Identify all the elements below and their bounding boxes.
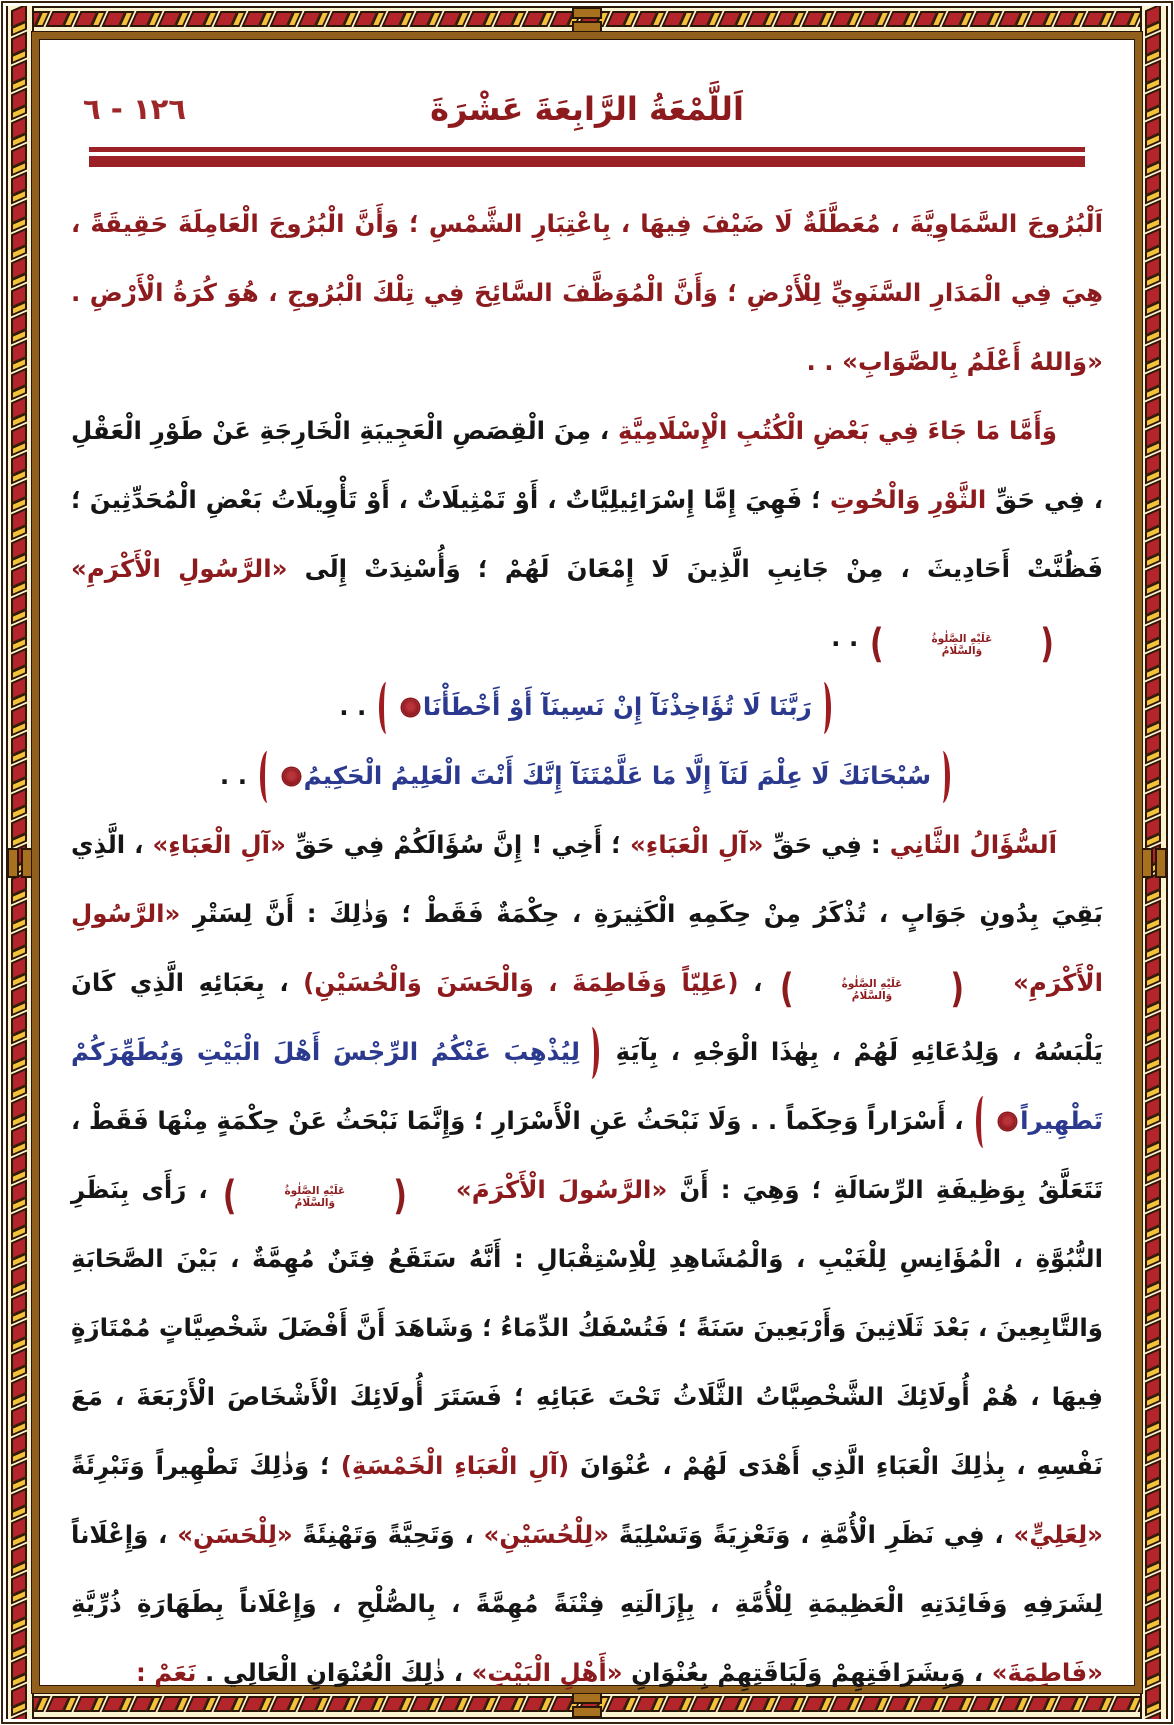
- chain-link-ornament: [272, 8, 300, 32]
- text-segment: ، ذٰلِكَ الْعُنْوَانِ الْعَالِي .: [196, 1658, 472, 1687]
- chain-link-ornament: [1142, 874, 1166, 902]
- chain-link-ornament: [8, 818, 32, 846]
- chain-link-ornament: [8, 1574, 32, 1602]
- verse-bracket-close-icon: [379, 682, 394, 734]
- ayah-rosette-icon: [283, 768, 300, 785]
- chain-link-ornament: [8, 314, 32, 342]
- header-divider-thin-line: [89, 147, 1085, 152]
- chain-link-ornament: [1142, 1602, 1166, 1630]
- chain-link-ornament: [1112, 1693, 1140, 1717]
- chain-link-ornament: [1142, 342, 1166, 370]
- chain-link-ornament: [8, 930, 32, 958]
- chain-link-ornament: [1142, 34, 1166, 62]
- chain-link-ornament: [1142, 678, 1166, 706]
- chain-link-ornament: [8, 174, 32, 202]
- chain-link-ornament: [1142, 1042, 1166, 1070]
- chain-link-ornament: [1142, 986, 1166, 1014]
- chain-link-ornament: [1142, 1238, 1166, 1266]
- chain-link-ornament: [8, 482, 32, 510]
- header-divider: [89, 147, 1085, 167]
- chain-link-ornament: [8, 90, 32, 118]
- chain-link-ornament: [8, 398, 32, 426]
- chain-link-ornament: [1142, 1658, 1166, 1686]
- text-segment: «الرَّسُولَ الْأَكْرَمَ»: [455, 1175, 668, 1204]
- stamp-paren: (: [950, 965, 965, 1013]
- chain-link-ornament: [8, 202, 32, 230]
- chain-link-ornament: [664, 8, 692, 32]
- chain-link-ornament: [1142, 1070, 1166, 1098]
- chain-link-ornament: [1142, 258, 1166, 286]
- chain-link-ornament: [8, 1182, 32, 1210]
- chain-link-ornament: [1142, 314, 1166, 342]
- stamp-line: وَالسَّلَامُ: [294, 1197, 336, 1209]
- text-segment: ؛ فَهِيَ إِمَّا إِسْرَائِيلِيَّاتٌ ، أَوْ تَمْثِيلَاتٌ ، أَوْ تَأْوِيلَاتُ بَعْضِ الْمُحَدِّثِينَ ؛ فَظُنَّتْ أَحَادِيثَ ، مِنْ جَانِبِ الَّذِينَ لَا إِمْعَانَ لَهُمْ ؛ وَأُسْنِدَتْ إِلَى: [71, 485, 1104, 583]
- chain-link-ornament: [1142, 1182, 1166, 1210]
- chain-link-ornament: [328, 8, 356, 32]
- text-segment: «لِلْحُسَيْنِ»: [483, 1520, 610, 1549]
- body-text: [71, 189, 1103, 1707]
- stamp-paren: ): [779, 965, 794, 1013]
- text-segment: ، فِي نَظَرِ الْأُمَّةِ ، وَتَعْزِيَةً وَتَسْلِيَةً: [609, 1520, 1014, 1549]
- chain-link-ornament: [1142, 1210, 1166, 1238]
- chain-link-ornament: [440, 8, 468, 32]
- text-segment: (آلِ الْعَبَاءِ الْخَمْسَةِ): [340, 1451, 570, 1480]
- chain-link-ornament: [8, 6, 32, 34]
- chain-link-ornament: [1112, 8, 1140, 32]
- chain-link-ornament: [1142, 510, 1166, 538]
- ayah-rosette-icon: [402, 699, 419, 716]
- chain-link-ornament: [8, 1210, 32, 1238]
- chain-link-ornament: [888, 8, 916, 32]
- chain-link-ornament: [8, 846, 32, 874]
- chain-link-ornament: [8, 1154, 32, 1182]
- chain-link-ornament: [8, 874, 32, 902]
- verse-rabbana: [71, 672, 1103, 741]
- chain-link-ornament: [8, 566, 32, 594]
- chain-link-ornament: [1142, 1434, 1166, 1462]
- chain-link-ornament: [1142, 902, 1166, 930]
- ornamental-border-top: [6, 6, 1168, 34]
- page-number: ١٢٦ - ٦: [83, 92, 187, 126]
- chain-link-ornament: [356, 8, 384, 32]
- chain-link-ornament: [1142, 1322, 1166, 1350]
- chain-link-ornament: [8, 454, 32, 482]
- chain-link-ornament: [8, 1434, 32, 1462]
- chain-link-ornament: [8, 1630, 32, 1658]
- text-segment: ، بِعَبَائِهِ الَّذِي كَانَ يَلْبَسُهُ ، وَلِدُعَائِهِ لَهُمْ ، بِهٰذَا الْوَجْهِ ، بِآيَةِ: [71, 968, 1103, 1066]
- honorific-stamp-icon: [222, 1172, 453, 1220]
- chain-link-ornament: [1084, 8, 1112, 32]
- text-segment: لِيُذْهِبَ عَنْكُمُ الرِّجْسَ أَهْلَ الْبَيْتِ وَيُطَهِّرَكُمْ تَطْهِيراً: [71, 1037, 1103, 1135]
- chain-link-ornament: [8, 650, 32, 678]
- chain-link-ornament: [692, 8, 720, 32]
- chain-link-ornament: [8, 678, 32, 706]
- text-segment: نَعَمْ :: [135, 1658, 197, 1687]
- chain-link-ornament: [48, 8, 76, 32]
- text-segment: ،: [738, 968, 777, 997]
- chain-link-ornament: [8, 1126, 32, 1154]
- text-segment: «الرَّسُولِ الْأَكْرَمِ»: [71, 554, 288, 583]
- chain-link-ornament: [1142, 1154, 1166, 1182]
- chain-link-ornament: [1142, 818, 1166, 846]
- text-segment: «آلِ الْعَبَاءِ»: [629, 830, 764, 859]
- chain-link-ornament: [720, 8, 748, 32]
- chain-link-ornament: [8, 1518, 32, 1546]
- chain-link-ornament: [8, 146, 32, 174]
- text-segment: ؛ أَخِي ! إِنَّ سُؤَالَكُمْ فِي حَقِّ: [285, 830, 630, 859]
- chain-link-ornament: [8, 1406, 32, 1434]
- text-segment: «فَاطِمَةَ»: [991, 1658, 1103, 1687]
- stamp-line: عَلَيْهِ الصَّلٰوةُ: [841, 978, 903, 990]
- text-segment: ، وَبِشَرَافَتِهِمْ وَلَيَاقَتِهِمْ بِعُنْوَانِ: [622, 1658, 992, 1687]
- page-content: [41, 41, 1133, 1687]
- chain-link-ornament: [1142, 62, 1166, 90]
- chain-link-ornament: [8, 790, 32, 818]
- chain-link-ornament: [216, 8, 244, 32]
- chain-link-ornament: [8, 118, 32, 146]
- chain-link-ornament: [1142, 1098, 1166, 1126]
- chain-link-ornament: [160, 8, 188, 32]
- ornamental-border-right: [1140, 6, 1168, 1719]
- chain-link-ornament: [1028, 8, 1056, 32]
- text-segment: رَبَّنَا لَا تُؤَاخِذْنَآ إِنْ نَسِينَآ أَوْ أَخْطَأْنَا: [422, 692, 812, 721]
- chain-link-ornament: [1142, 1406, 1166, 1434]
- chain-link-ornament: [1142, 762, 1166, 790]
- chain-link-ornament: [1142, 230, 1166, 258]
- chain-link-ornament: [8, 1322, 32, 1350]
- chain-link-ornament: [1142, 958, 1166, 986]
- chain-link-ornament: [8, 1042, 32, 1070]
- chain-link-ornament: [1142, 202, 1166, 230]
- chain-link-ornament: [8, 34, 32, 62]
- chain-link-ornament: [804, 8, 832, 32]
- chain-link-ornament: [1142, 1714, 1166, 1719]
- paragraph-buruj: [71, 189, 1103, 396]
- chain-link-ornament: [1142, 1378, 1166, 1406]
- chain-link-ornament: [1142, 6, 1166, 34]
- chain-link-ornament: [608, 8, 636, 32]
- chain-link-ornament: [748, 8, 776, 32]
- chain-link-ornament: [1142, 370, 1166, 398]
- chain-link-ornament: [8, 1098, 32, 1126]
- chain-link-ornament: [944, 8, 972, 32]
- chain-link-ornament: [8, 1462, 32, 1490]
- chain-link-ornament: [1142, 1546, 1166, 1574]
- text-segment: اَلسُّؤَالُ الثَّانِي: [889, 830, 1057, 859]
- text-segment: ، الَّذِي بَقِيَ بِدُونِ جَوَابٍ ، تُذْكَرُ مِنْ حِكَمِهِ الْكَثِيرَةِ ، حِكْمَةٌ فَقَطْ ؛ وَذٰلِكَ : أَنَّ لِسَتْرِ: [71, 830, 1103, 928]
- verse-bracket-close-icon: [260, 751, 275, 803]
- verse-subhanaka: [71, 741, 1103, 810]
- chain-link-ornament: [1142, 1266, 1166, 1294]
- chain-link-ornament: [8, 286, 32, 314]
- text-segment: «آلِ الْعَبَاءِ»: [152, 830, 286, 859]
- chain-link-ornament: [1142, 930, 1166, 958]
- stamp-paren: (: [1040, 620, 1054, 668]
- honorific-stamp-icon: [869, 620, 1100, 668]
- chain-link-ornament: [384, 8, 412, 32]
- chain-link-ornament: [636, 8, 664, 32]
- chain-link-ornament: [8, 538, 32, 566]
- text-segment: «أَهْلِ الْبَيْتِ»: [471, 1658, 623, 1687]
- stamp-line: عَلَيْهِ الصَّلٰوةُ: [931, 633, 993, 645]
- ornamental-border-left: [6, 6, 34, 1719]
- page-title: اَللَّمْعَةُ الرَّابِعَةَ عَشْرَةَ: [430, 90, 744, 128]
- chain-link-ornament: [1142, 1350, 1166, 1378]
- chain-link-ornament: [8, 1266, 32, 1294]
- text-segment: «لِعَلِيٍّ»: [1013, 1520, 1103, 1549]
- chain-link-ornament: [1142, 118, 1166, 146]
- chain-link-ornament: [524, 8, 552, 32]
- stamp-line: عَلَيْهِ الصَّلٰوةُ: [284, 1185, 346, 1197]
- text-segment: وَأَمَّا مَا جَاءَ فِي بَعْضِ الْكُتُبِ الْإِسْلَامِيَّةِ: [618, 416, 1058, 445]
- chain-link-ornament: [8, 1686, 32, 1714]
- text-segment: . .: [339, 692, 375, 721]
- chain-link-ornament: [8, 594, 32, 622]
- chain-link-ornament: [412, 8, 440, 32]
- chain-link-ornament: [496, 8, 524, 32]
- text-segment: «الرَّسُولِ الْأَكْرَمِ»: [71, 899, 1103, 997]
- chain-link-ornament: [1142, 146, 1166, 174]
- stamp-line: وَالسَّلَامُ: [941, 645, 983, 657]
- chain-link-ornament: [8, 734, 32, 762]
- chain-link-ornament: [8, 1014, 32, 1042]
- text-segment: ، وَتَحِيَّةً وَتَهْنِئَةً: [292, 1520, 484, 1549]
- chain-link-ornament: [8, 370, 32, 398]
- chain-link-ornament: [244, 8, 272, 32]
- chain-link-ornament: [8, 622, 32, 650]
- chain-link-ornament: [1142, 426, 1166, 454]
- chain-link-ornament: [1142, 706, 1166, 734]
- chain-link-ornament: [1142, 650, 1166, 678]
- honorific-stamp-icon: [779, 965, 1010, 1013]
- chain-link-ornament: [580, 8, 608, 32]
- chain-link-ornament: [8, 1070, 32, 1098]
- text-segment: . .: [831, 623, 867, 652]
- stamp-line: وَالسَّلَامُ: [851, 990, 893, 1002]
- paragraph-second-question: [71, 810, 1103, 1707]
- verse-bracket-open-icon: [935, 751, 950, 803]
- chain-link-ornament: [1142, 790, 1166, 818]
- chain-link-ornament: [1056, 8, 1084, 32]
- text-segment: ، مِنَ الْقِصَصِ الْعَجِيبَةِ الْخَارِجَةِ عَنْ طَوْرِ الْعَقْلِ ، فِي حَقِّ: [71, 416, 1104, 514]
- chain-link-ornament: [8, 958, 32, 986]
- chain-link-ornament: [1142, 286, 1166, 314]
- stamp-text: [930, 633, 1041, 657]
- chain-link-ornament: [1142, 566, 1166, 594]
- chain-link-ornament: [1142, 454, 1166, 482]
- chain-link-ornament: [8, 1658, 32, 1686]
- stamp-paren: ): [222, 1172, 237, 1220]
- chain-link-ornament: [1142, 1574, 1166, 1602]
- chain-link-ornament: [1142, 1014, 1166, 1042]
- chain-link-ornament: [300, 8, 328, 32]
- chain-link-ornament: [76, 8, 104, 32]
- chain-link-ornament: [1142, 90, 1166, 118]
- chain-link-ornament: [1142, 1126, 1166, 1154]
- chain-link-ornament: [8, 426, 32, 454]
- chain-link-ornament: [104, 8, 132, 32]
- chain-link-ornament: [8, 258, 32, 286]
- chain-link-ornament: [1142, 1294, 1166, 1322]
- chain-link-ornament: [1142, 622, 1166, 650]
- text-segment: «لِلْحَسَنِ»: [177, 1520, 293, 1549]
- chain-link-ornament: [8, 1294, 32, 1322]
- chain-link-ornament: [8, 510, 32, 538]
- text-segment: ؛ وَذٰلِكَ تَطْهِيراً وَتَبْرِئَةً: [71, 1451, 341, 1480]
- verse-bracket-open-icon: [584, 1027, 599, 1079]
- paragraph-qisas: [71, 396, 1103, 672]
- chain-link-ornament: [552, 8, 580, 32]
- chain-link-ornament: [132, 8, 160, 32]
- chain-link-ornament: [1142, 734, 1166, 762]
- text-segment: ، رَأَى بِنَظَرِ النُّبُوَّةِ ، الْمُؤَانِسِ لِلْغَيْبِ ، وَالْمُشَاهِدِ لِلْاِسْتِقْبَالِ : أَنَّهُ سَتَقَعُ فِتَنٌ مُهِمَّةٌ ، بَيْنَ الصَّحَابَةِ وَالتَّابِعِينَ ، بَعْدَ ثَلَاثِينَ وَأَرْبَعِينَ سَنَةً ؛ فَتُسْفَكُ الدِّمَاءُ ؛ وَشَاهَدَ أَنَّ أَفْضَلَ شَخْصِيَّاتٍ مُمْتَازَةٍ فِيهَا ، هُمْ أُولَائِكَ الشَّخْصِيَّاتُ الثَّلَاثُ تَحْتَ عَبَائِهِ ؛ فَسَتَرَ أُولَائِكَ الْأَشْخَاصَ الْأَرْبَعَةَ ، مَعَ نَفْسِهِ ، بِذٰلِكَ الْعَبَاءِ الَّذِي أَهْدَى لَهُمْ ، عُنْوَانَ: [71, 1175, 1103, 1480]
- chain-link-ornament: [8, 62, 32, 90]
- stamp-paren: ): [869, 620, 884, 668]
- chain-link-ornament: [1000, 8, 1028, 32]
- chain-link-ornament: [8, 230, 32, 258]
- chain-link-ornament: [8, 1350, 32, 1378]
- ayah-rosette-icon: [999, 1113, 1016, 1130]
- page-header: [71, 81, 1103, 137]
- chain-link-ornament: [1142, 594, 1166, 622]
- text-segment: سُبْحَانَكَ لَا عِلْمَ لَنَآ إِلَّا مَا عَلَّمْتَنَآ إِنَّكَ أَنْتَ الْعَلِيمُ الْحَكِيمُ: [303, 761, 932, 790]
- chain-link-ornament: [8, 902, 32, 930]
- stamp-paren: (: [393, 1172, 407, 1220]
- chain-link-ornament: [8, 342, 32, 370]
- chain-link-ornament: [776, 8, 804, 32]
- stamp-text: [840, 978, 951, 1002]
- chain-link-ornament: [468, 8, 496, 32]
- chain-link-ornament: [8, 1714, 32, 1719]
- chain-link-ornament: [1142, 398, 1166, 426]
- text-segment: ، أَسْرَاراً وَحِكَماً . . وَلَا نَبْحَثُ عَنِ الْأَسْرَارِ ؛ وَإِنَّمَا نَبْحَثُ عَنْ حِكْمَةٍ مِنْهَا فَقَطْ ، تَتَعَلَّقُ بِوَظِيفَةِ الرِّسَالَةِ ؛ وَهِيَ : أَنَّ: [71, 1106, 1104, 1204]
- chain-link-ornament: [8, 986, 32, 1014]
- chain-link-ornament: [1142, 1518, 1166, 1546]
- chain-link-ornament: [1142, 1630, 1166, 1658]
- chain-link-ornament: [8, 762, 32, 790]
- chain-link-ornament: [188, 8, 216, 32]
- text-segment: . .: [219, 761, 256, 790]
- chain-link-ornament: [1142, 846, 1166, 874]
- text-segment: الثَّوْرِ وَالْحُوتِ: [829, 485, 987, 514]
- text-segment: : فِي حَقِّ: [763, 830, 890, 859]
- chain-link-ornament: [1142, 1462, 1166, 1490]
- chain-link-ornament: [8, 1238, 32, 1266]
- text-segment: ، وَإِعْلَاناً لِشَرَفِهِ وَفَائِدَتِهِ الْعَظِيمَةِ لِلْأُمَّةِ ، بِإِزَالَتِهِ فِتْنَةً مُهِمَّةً ، بِالصُّلْحِ ، وَإِعْلَاناً بِطَهَارَةِ ذُرِّيَّةِ: [71, 1520, 1103, 1618]
- chain-link-ornament: [8, 1602, 32, 1630]
- chain-link-ornament: [8, 706, 32, 734]
- verse-bracket-close-icon: [976, 1096, 991, 1148]
- chain-link-ornament: [916, 8, 944, 32]
- chain-link-ornament: [1142, 174, 1166, 202]
- chain-link-ornament: [1142, 1686, 1166, 1714]
- chain-link-ornament: [8, 1378, 32, 1406]
- verse-bracket-open-icon: [816, 682, 831, 734]
- chain-link-ornament: [972, 8, 1000, 32]
- header-divider-thick-line: [89, 156, 1085, 167]
- text-segment: اَلْبُرُوجَ السَّمَاوِيَّةَ ، مُعَطَّلَةٌ لَا ضَيْفَ فِيهَا ، بِاعْتِبَارِ الشَّمْسِ ؛ وَأَنَّ الْبُرُوجَ الْعَامِلَةَ حَقِيقَةً ، هِيَ فِي الْمَدَارِ السَّنَوِيِّ لِلْأَرْضِ ؛ وَأَنَّ الْمُوَظَّفَ السَّائِحَ فِي تِلْكَ الْبُرُوجِ ، هُوَ كُرَةُ الْأَرْضِ . «وَاللهُ أَعْلَمُ بِالصَّوَابِ» . .: [71, 209, 1103, 376]
- text-segment: (عَلِيّاً وَفَاطِمَةَ ، وَالْحَسَنَ وَالْحُسَيْنِ): [303, 968, 739, 997]
- chain-link-ornament: [8, 1490, 32, 1518]
- chain-link-ornament: [1142, 482, 1166, 510]
- stamp-text: [282, 1185, 393, 1209]
- chain-link-ornament: [860, 8, 888, 32]
- chain-link-ornament: [8, 1546, 32, 1574]
- chain-link-ornament: [832, 8, 860, 32]
- chain-link-ornament: [1142, 1490, 1166, 1518]
- chain-link-ornament: [1142, 538, 1166, 566]
